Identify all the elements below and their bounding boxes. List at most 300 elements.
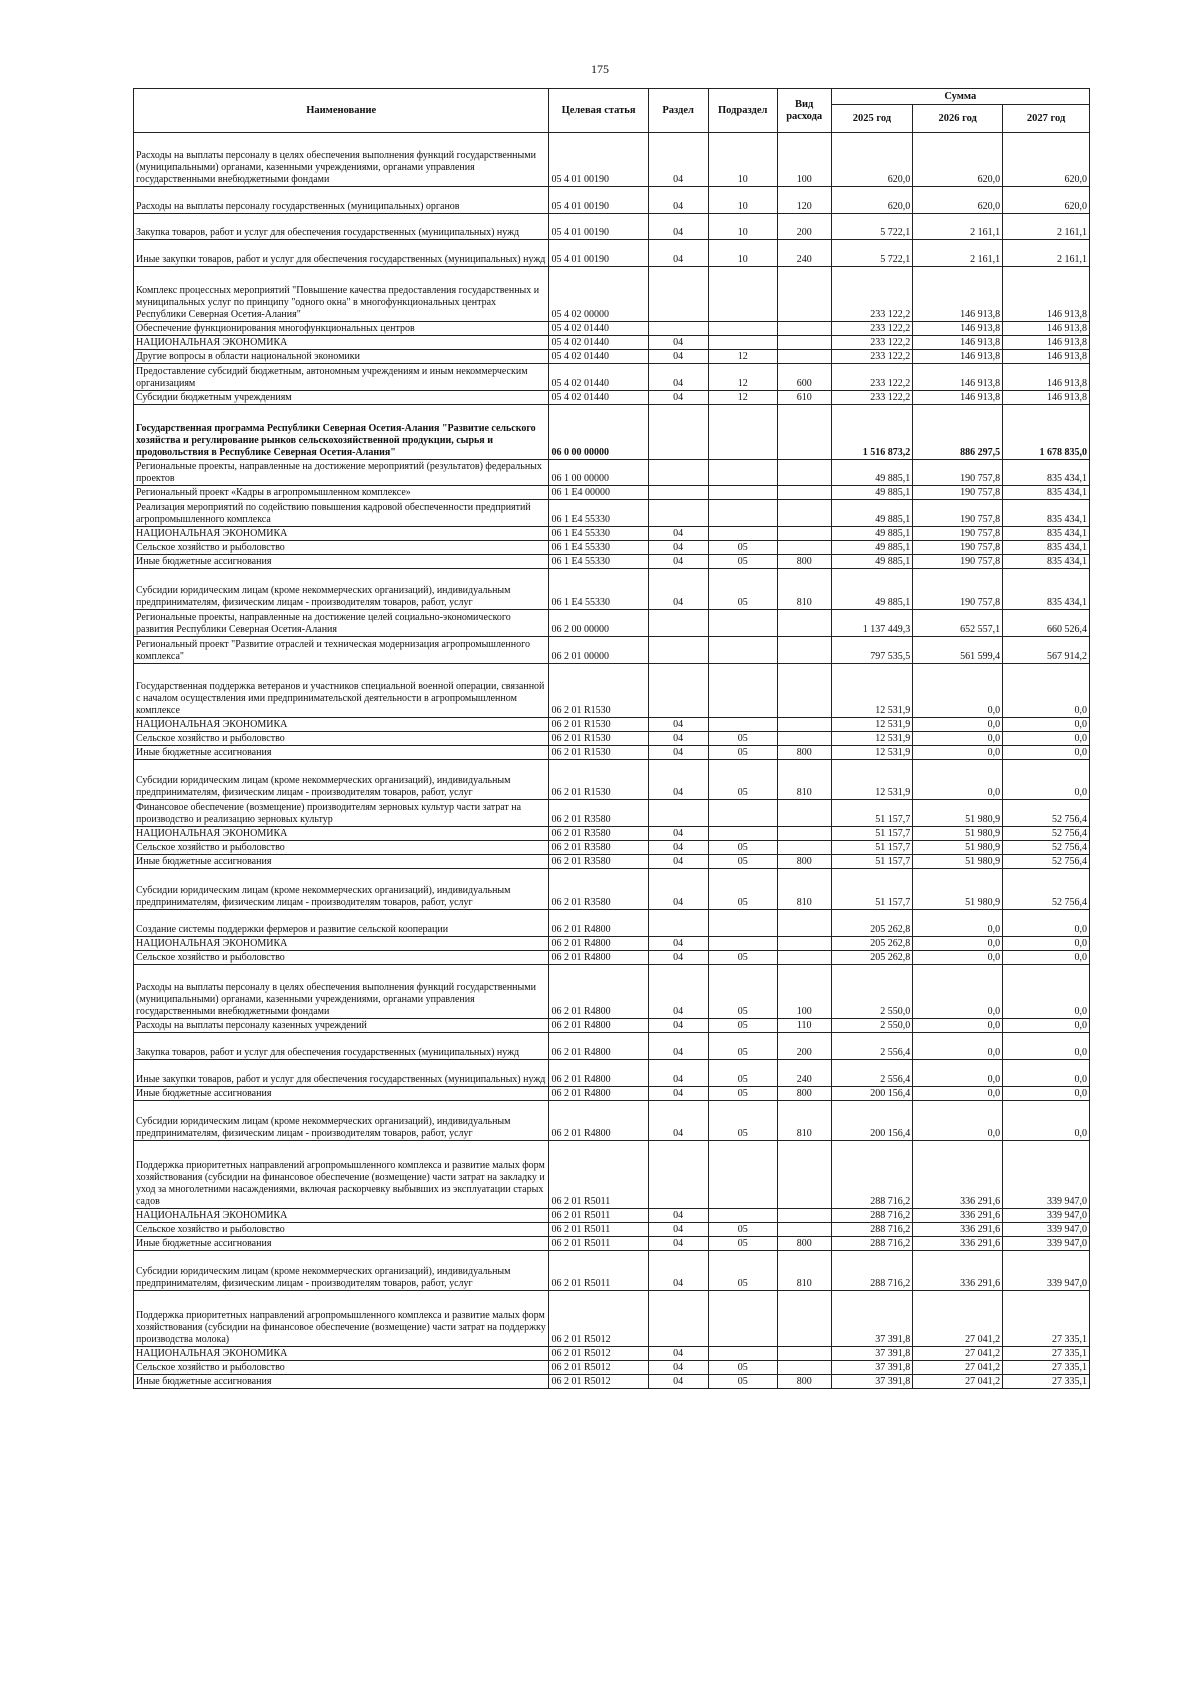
header-section: Раздел [648,89,708,133]
cell-2026: 620,0 [913,133,1003,187]
cell-expense-type [777,527,831,541]
table-row [134,1361,1090,1375]
table-row [134,1087,1090,1101]
header-row-top [134,89,1090,105]
cell-2027: 835 434,1 [1003,569,1090,610]
cell-subsection: 05 [708,841,777,855]
cell-name: Субсидии юридическим лицам (кроме некоммерческих организаций), индивидуальным предпринимателям, физическим лицам - производителям товаров, работ, услуг [134,1101,549,1141]
cell-2026: 652 557,1 [913,610,1003,637]
cell-section: 04 [648,855,708,869]
table-row [134,1375,1090,1389]
cell-2027: 0,0 [1003,965,1090,1019]
cell-2025: 49 885,1 [831,527,913,541]
cell-2026: 0,0 [913,732,1003,746]
cell-name: НАЦИОНАЛЬНАЯ ЭКОНОМИКА [134,827,549,841]
cell-2027: 660 526,4 [1003,610,1090,637]
cell-name: Другие вопросы в области национальной экономики [134,350,549,364]
cell-expense-type: 800 [777,1237,831,1251]
cell-subsection [708,1347,777,1361]
cell-2026: 0,0 [913,1019,1003,1033]
cell-expense-type: 810 [777,869,831,910]
cell-expense-type: 800 [777,746,831,760]
table-row [134,500,1090,527]
cell-2025: 233 122,2 [831,364,913,391]
cell-subsection: 05 [708,855,777,869]
header-target: Целевая статья [549,89,648,133]
cell-subsection [708,486,777,500]
table-row [134,664,1090,718]
cell-name: Сельское хозяйство и рыболовство [134,1223,549,1237]
cell-expense-type [777,350,831,364]
cell-expense-type: 810 [777,569,831,610]
cell-2027: 2 161,1 [1003,214,1090,240]
cell-target: 05 4 01 00190 [549,214,648,240]
cell-target: 06 2 01 R5011 [549,1251,648,1291]
cell-name: Сельское хозяйство и рыболовство [134,951,549,965]
cell-name: Сельское хозяйство и рыболовство [134,1361,549,1375]
cell-2027: 52 756,4 [1003,800,1090,827]
cell-section [648,910,708,937]
table-row [134,364,1090,391]
cell-subsection: 10 [708,133,777,187]
cell-2027: 0,0 [1003,718,1090,732]
cell-subsection [708,267,777,322]
cell-2027: 339 947,0 [1003,1209,1090,1223]
cell-2026: 0,0 [913,1101,1003,1141]
cell-expense-type: 200 [777,214,831,240]
cell-name: Реализация мероприятий по содействию повышения кадровой обеспеченности предприятий агропромышленного комплекса [134,500,549,527]
cell-2026: 27 041,2 [913,1375,1003,1389]
table-row [134,460,1090,486]
cell-2026: 2 161,1 [913,240,1003,267]
cell-2026: 0,0 [913,718,1003,732]
table-row [134,910,1090,937]
cell-section: 04 [648,214,708,240]
cell-2027: 146 913,8 [1003,336,1090,350]
cell-2027: 52 756,4 [1003,827,1090,841]
cell-name: НАЦИОНАЛЬНАЯ ЭКОНОМИКА [134,718,549,732]
cell-subsection: 10 [708,240,777,267]
cell-2025: 49 885,1 [831,569,913,610]
cell-expense-type [777,1291,831,1347]
cell-2027: 146 913,8 [1003,364,1090,391]
cell-2025: 288 716,2 [831,1141,913,1209]
cell-section: 04 [648,1101,708,1141]
cell-2026: 0,0 [913,664,1003,718]
cell-section: 04 [648,569,708,610]
cell-2027: 146 913,8 [1003,322,1090,336]
cell-section: 04 [648,1209,708,1223]
cell-2027: 835 434,1 [1003,486,1090,500]
cell-2027: 0,0 [1003,1019,1090,1033]
cell-2026: 336 291,6 [913,1237,1003,1251]
cell-2025: 233 122,2 [831,391,913,405]
cell-expense-type [777,718,831,732]
header-year-2026: 2026 год [913,105,1003,133]
cell-target: 06 2 01 R1530 [549,732,648,746]
cell-expense-type: 800 [777,1375,831,1389]
cell-target: 06 2 01 R3580 [549,800,648,827]
cell-expense-type [777,910,831,937]
table-row [134,405,1090,460]
cell-name: Поддержка приоритетных направлений агропромышленного комплекса и развитие малых форм хозяйствования (субсидии на финансовое обеспечение (возмещение) части затрат на поддержку производства молока) [134,1291,549,1347]
cell-2026: 51 980,9 [913,827,1003,841]
page-number: 175 [591,62,609,76]
cell-subsection [708,1141,777,1209]
cell-2027: 0,0 [1003,746,1090,760]
cell-subsection [708,1209,777,1223]
cell-subsection: 10 [708,214,777,240]
cell-target: 06 2 01 R4800 [549,1087,648,1101]
cell-2025: 233 122,2 [831,350,913,364]
cell-2025: 37 391,8 [831,1361,913,1375]
cell-name: Государственная программа Республики Северная Осетия-Алания "Развитие сельского хозяйства и регулирование рынков сельскохозяйственной продукции, сырья и продовольствия в Республике Северная Осетия-Алания" [134,405,549,460]
table-row [134,1237,1090,1251]
cell-2027: 52 756,4 [1003,855,1090,869]
cell-section: 04 [648,1087,708,1101]
cell-section: 04 [648,965,708,1019]
cell-2025: 12 531,9 [831,746,913,760]
table-row [134,760,1090,800]
cell-2026: 561 599,4 [913,637,1003,664]
cell-2025: 49 885,1 [831,486,913,500]
cell-expense-type [777,951,831,965]
cell-name: Финансовое обеспечение (возмещение) производителям зерновых культур части затрат на производство и реализацию зерновых культур [134,800,549,827]
cell-target: 06 2 01 R3580 [549,827,648,841]
cell-name: Субсидии юридическим лицам (кроме некоммерческих организаций), индивидуальным предпринимателям, физическим лицам - производителям товаров, работ, услуг [134,760,549,800]
cell-section [648,405,708,460]
cell-2026: 146 913,8 [913,350,1003,364]
cell-name: Расходы на выплаты персоналу казенных учреждений [134,1019,549,1033]
cell-subsection: 05 [708,1237,777,1251]
cell-section: 04 [648,937,708,951]
table-row [134,827,1090,841]
cell-subsection [708,664,777,718]
cell-2025: 51 157,7 [831,869,913,910]
cell-2027: 1 678 835,0 [1003,405,1090,460]
cell-name: Расходы на выплаты персоналу государственных (муниципальных) органов [134,187,549,214]
cell-subsection: 05 [708,965,777,1019]
cell-2026: 336 291,6 [913,1223,1003,1237]
cell-target: 06 2 01 R5012 [549,1347,648,1361]
cell-2025: 49 885,1 [831,460,913,486]
cell-target: 06 1 E4 55330 [549,569,648,610]
cell-2027: 620,0 [1003,187,1090,214]
table-row [134,1251,1090,1291]
cell-target: 05 4 01 00190 [549,240,648,267]
cell-2025: 205 262,8 [831,910,913,937]
table-row [134,841,1090,855]
cell-subsection: 05 [708,1223,777,1237]
cell-target: 06 2 01 R1530 [549,746,648,760]
cell-expense-type: 600 [777,364,831,391]
cell-name: Сельское хозяйство и рыболовство [134,841,549,855]
cell-2027: 0,0 [1003,1101,1090,1141]
cell-target: 06 2 01 R4800 [549,951,648,965]
cell-2027: 0,0 [1003,910,1090,937]
cell-name: Сельское хозяйство и рыболовство [134,541,549,555]
cell-subsection [708,718,777,732]
cell-name: Сельское хозяйство и рыболовство [134,732,549,746]
cell-2026: 27 041,2 [913,1361,1003,1375]
cell-expense-type: 800 [777,855,831,869]
cell-section [648,800,708,827]
cell-subsection [708,800,777,827]
cell-name: НАЦИОНАЛЬНАЯ ЭКОНОМИКА [134,937,549,951]
cell-expense-type [777,405,831,460]
cell-target: 05 4 01 00190 [549,133,648,187]
cell-subsection: 12 [708,350,777,364]
cell-section [648,500,708,527]
cell-2025: 1 516 873,2 [831,405,913,460]
cell-section: 04 [648,732,708,746]
cell-subsection: 12 [708,391,777,405]
cell-expense-type: 100 [777,133,831,187]
cell-expense-type [777,610,831,637]
cell-target: 05 4 02 01440 [549,350,648,364]
cell-target: 06 2 01 R4800 [549,1101,648,1141]
cell-section: 04 [648,1060,708,1087]
cell-target: 06 2 01 R4800 [549,1019,648,1033]
cell-section: 04 [648,1237,708,1251]
table-row [134,855,1090,869]
cell-2025: 37 391,8 [831,1291,913,1347]
cell-section [648,460,708,486]
cell-subsection: 10 [708,187,777,214]
table-row [134,718,1090,732]
cell-section: 04 [648,1251,708,1291]
cell-subsection: 05 [708,555,777,569]
cell-2026: 886 297,5 [913,405,1003,460]
cell-subsection: 05 [708,1087,777,1101]
cell-target: 06 2 01 R4800 [549,910,648,937]
cell-target: 06 2 01 R5011 [549,1223,648,1237]
cell-target: 05 4 02 01440 [549,391,648,405]
cell-2027: 620,0 [1003,133,1090,187]
table-row [134,1291,1090,1347]
cell-2027: 0,0 [1003,1033,1090,1060]
header-year-2027: 2027 год [1003,105,1090,133]
cell-2025: 1 137 449,3 [831,610,913,637]
cell-target: 06 2 01 00000 [549,637,648,664]
cell-target: 06 2 01 R5012 [549,1291,648,1347]
table-row [134,486,1090,500]
table-row [134,336,1090,350]
cell-2027: 339 947,0 [1003,1237,1090,1251]
cell-name: Региональные проекты, направленные на достижение мероприятий (результатов) федеральных проектов [134,460,549,486]
cell-2026: 336 291,6 [913,1251,1003,1291]
cell-section: 04 [648,187,708,214]
cell-expense-type [777,637,831,664]
table-row [134,527,1090,541]
cell-target: 05 4 02 00000 [549,267,648,322]
cell-2025: 233 122,2 [831,336,913,350]
table-row [134,610,1090,637]
cell-section: 04 [648,541,708,555]
cell-2025: 5 722,1 [831,214,913,240]
cell-2025: 205 262,8 [831,937,913,951]
cell-expense-type [777,664,831,718]
cell-name: Иные закупки товаров, работ и услуг для обеспечения государственных (муниципальных) нужд [134,1060,549,1087]
cell-name: Региональные проекты, направленные на достижение целей социально-экономического развития Республики Северная Осетия-Алания [134,610,549,637]
cell-target: 06 2 01 R4800 [549,965,648,1019]
cell-2025: 12 531,9 [831,718,913,732]
cell-subsection: 05 [708,869,777,910]
cell-2026: 0,0 [913,937,1003,951]
cell-name: Иные бюджетные ассигнования [134,555,549,569]
cell-2027: 339 947,0 [1003,1141,1090,1209]
cell-2026: 146 913,8 [913,364,1003,391]
cell-section: 04 [648,364,708,391]
cell-expense-type [777,827,831,841]
cell-subsection [708,637,777,664]
table-body [134,133,1090,1389]
cell-expense-type [777,322,831,336]
cell-name: НАЦИОНАЛЬНАЯ ЭКОНОМИКА [134,1347,549,1361]
cell-subsection [708,910,777,937]
cell-2026: 51 980,9 [913,855,1003,869]
cell-section: 04 [648,133,708,187]
cell-2027: 835 434,1 [1003,527,1090,541]
table-row [134,746,1090,760]
cell-2025: 200 156,4 [831,1087,913,1101]
cell-expense-type [777,1223,831,1237]
cell-2026: 51 980,9 [913,869,1003,910]
cell-2025: 205 262,8 [831,951,913,965]
cell-target: 06 0 00 00000 [549,405,648,460]
cell-subsection: 05 [708,951,777,965]
table-row [134,869,1090,910]
cell-name: Предоставление субсидий бюджетным, автономным учреждениям и иным некоммерческим организациям [134,364,549,391]
cell-target: 06 1 00 00000 [549,460,648,486]
cell-expense-type [777,500,831,527]
cell-name: Субсидии юридическим лицам (кроме некоммерческих организаций), индивидуальным предпринимателям, физическим лицам - производителям товаров, работ, услуг [134,1251,549,1291]
cell-2027: 27 335,1 [1003,1375,1090,1389]
cell-2025: 12 531,9 [831,664,913,718]
cell-2026: 620,0 [913,187,1003,214]
cell-2027: 27 335,1 [1003,1347,1090,1361]
header-sum: Сумма [831,89,1089,105]
cell-expense-type: 810 [777,1251,831,1291]
cell-2026: 336 291,6 [913,1209,1003,1223]
cell-name: Субсидии юридическим лицам (кроме некоммерческих организаций), индивидуальным предпринимателям, физическим лицам - производителям товаров, работ, услуг [134,869,549,910]
cell-section [648,486,708,500]
cell-name: Расходы на выплаты персоналу в целях обеспечения выполнения функций государственными (муниципальными) органами, казенными учреждениями, органами управления государственными внебюджетными фондами [134,965,549,1019]
cell-subsection: 05 [708,1060,777,1087]
cell-expense-type: 240 [777,240,831,267]
cell-2027: 835 434,1 [1003,541,1090,555]
cell-subsection: 05 [708,1251,777,1291]
cell-2025: 288 716,2 [831,1237,913,1251]
table-row [134,322,1090,336]
cell-2025: 233 122,2 [831,267,913,322]
cell-target: 06 2 01 R1530 [549,760,648,800]
cell-2025: 51 157,7 [831,827,913,841]
cell-2027: 0,0 [1003,937,1090,951]
table-row [134,1033,1090,1060]
cell-target: 05 4 02 01440 [549,364,648,391]
cell-section: 04 [648,1361,708,1375]
cell-2027: 2 161,1 [1003,240,1090,267]
cell-2025: 288 716,2 [831,1251,913,1291]
cell-2027: 0,0 [1003,1060,1090,1087]
cell-2027: 835 434,1 [1003,460,1090,486]
cell-section [648,637,708,664]
cell-expense-type [777,937,831,951]
cell-name: Иные бюджетные ассигнования [134,1237,549,1251]
cell-subsection [708,610,777,637]
cell-expense-type: 610 [777,391,831,405]
cell-2026: 190 757,8 [913,460,1003,486]
cell-name: Закупка товаров, работ и услуг для обеспечения государственных (муниципальных) нужд [134,1033,549,1060]
cell-2027: 0,0 [1003,951,1090,965]
cell-subsection: 05 [708,746,777,760]
cell-subsection: 05 [708,1361,777,1375]
cell-subsection [708,1291,777,1347]
cell-section: 04 [648,336,708,350]
cell-2027: 0,0 [1003,664,1090,718]
cell-name: Субсидии бюджетным учреждениям [134,391,549,405]
cell-section: 04 [648,391,708,405]
cell-name: Субсидии юридическим лицам (кроме некоммерческих организаций), индивидуальным предпринимателям, физическим лицам - производителям товаров, работ, услуг [134,569,549,610]
cell-2025: 2 556,4 [831,1060,913,1087]
cell-2026: 146 913,8 [913,267,1003,322]
cell-2027: 0,0 [1003,1087,1090,1101]
cell-name: Иные закупки товаров, работ и услуг для обеспечения государственных (муниципальных) нужд [134,240,549,267]
header-name: Наименование [134,89,549,133]
table-row [134,267,1090,322]
cell-section [648,1141,708,1209]
cell-section: 04 [648,1019,708,1033]
cell-subsection: 05 [708,1019,777,1033]
cell-subsection: 05 [708,760,777,800]
cell-expense-type [777,267,831,322]
cell-expense-type: 800 [777,1087,831,1101]
cell-2026: 0,0 [913,746,1003,760]
cell-section: 04 [648,1347,708,1361]
cell-target: 06 2 01 R1530 [549,718,648,732]
cell-subsection [708,460,777,486]
table-row [134,541,1090,555]
cell-subsection [708,500,777,527]
cell-name: Обеспечение функционирования многофункциональных центров [134,322,549,336]
cell-section: 04 [648,555,708,569]
cell-2025: 12 531,9 [831,732,913,746]
cell-2025: 12 531,9 [831,760,913,800]
table-row [134,569,1090,610]
cell-2027: 0,0 [1003,732,1090,746]
cell-subsection [708,322,777,336]
cell-target: 06 1 E4 55330 [549,541,648,555]
cell-2025: 5 722,1 [831,240,913,267]
table-row [134,637,1090,664]
cell-section: 04 [648,951,708,965]
cell-name: Региональный проект "Развитие отраслей и техническая модернизация агропромышленного комплекса" [134,637,549,664]
cell-expense-type: 240 [777,1060,831,1087]
cell-name: Расходы на выплаты персоналу в целях обеспечения выполнения функций государственными (муниципальными) органами, казенными учреждениями, органами управления государственными внебюджетными фондами [134,133,549,187]
cell-2026: 0,0 [913,910,1003,937]
cell-section: 04 [648,1223,708,1237]
cell-target: 06 2 01 R3580 [549,855,648,869]
cell-2025: 2 550,0 [831,1019,913,1033]
cell-2027: 52 756,4 [1003,841,1090,855]
cell-expense-type: 120 [777,187,831,214]
cell-expense-type [777,486,831,500]
cell-2027: 52 756,4 [1003,869,1090,910]
cell-expense-type: 810 [777,1101,831,1141]
cell-2025: 2 556,4 [831,1033,913,1060]
cell-section [648,664,708,718]
